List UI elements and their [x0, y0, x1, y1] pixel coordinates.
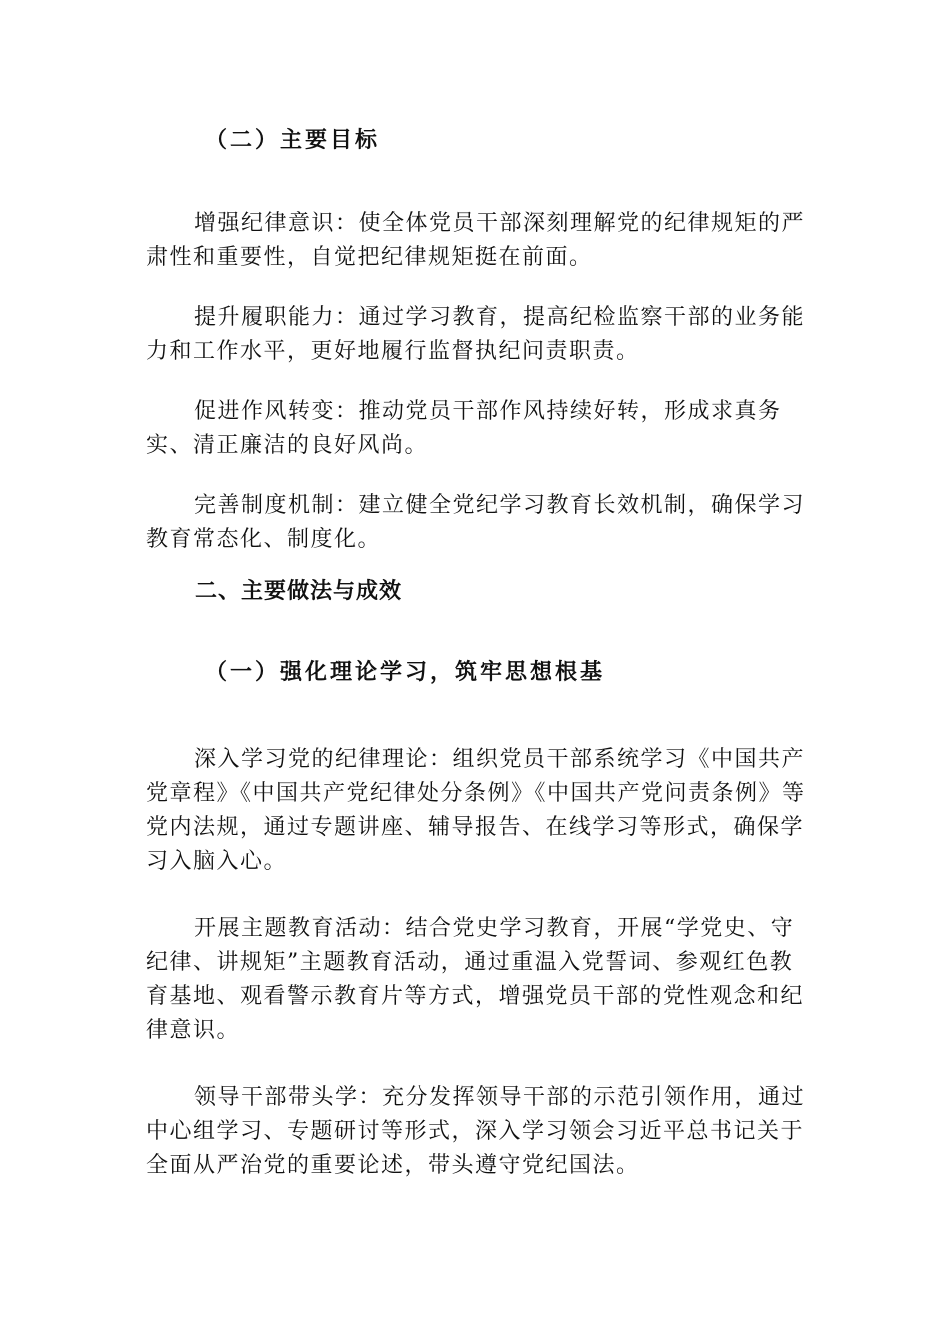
paragraph-theme-education: 开展主题教育活动：结合党史学习教育，开展“学党史、守纪律、讲规矩”主题教育活动，通过重温入党誓词、参观红色教育基地、观看警示教育片等方式，增强党员干部的党性观念和纪律意识。	[146, 916, 805, 1043]
subheading-main-goals: （二）主要目标	[205, 128, 381, 153]
subheading-theory-study: （一）强化理论学习，筑牢思想根基	[205, 660, 606, 685]
paragraph-study-theory: 深入学习党的纪律理论：组织党员干部系统学习《中国共产党章程》《中国共产党纪律处分条例》《中国共产党问责条例》等党内法规，通过专题讲座、辅导报告、在线学习等形式，确保学习入脑入心。	[146, 747, 806, 874]
paragraph-system-mechanism: 完善制度机制：建立健全党纪学习教育长效机制，确保学习教育常态化、制度化。	[146, 493, 806, 552]
section-title-practices: 二、主要做法与成效	[195, 579, 403, 604]
paragraph-discipline-awareness: 增强纪律意识：使全体党员干部深刻理解党的纪律规矩的严肃性和重要性，自觉把纪律规矩挺在前面。	[146, 211, 806, 270]
paragraph-style-change: 促进作风转变：推动党员干部作风持续好转，形成求真务实、清正廉洁的良好风尚。	[146, 399, 782, 458]
paragraph-leaders-study: 领导干部带头学：充分发挥领导干部的示范引领作用，通过中心组学习、专题研讨等形式，深入学习领会习近平总书记关于全面从严治党的重要论述，带头遵守党纪国法。	[146, 1085, 806, 1178]
paragraph-performance-ability: 提升履职能力：通过学习教育，提高纪检监察干部的业务能力和工作水平，更好地履行监督执纪问责职责。	[146, 305, 806, 364]
